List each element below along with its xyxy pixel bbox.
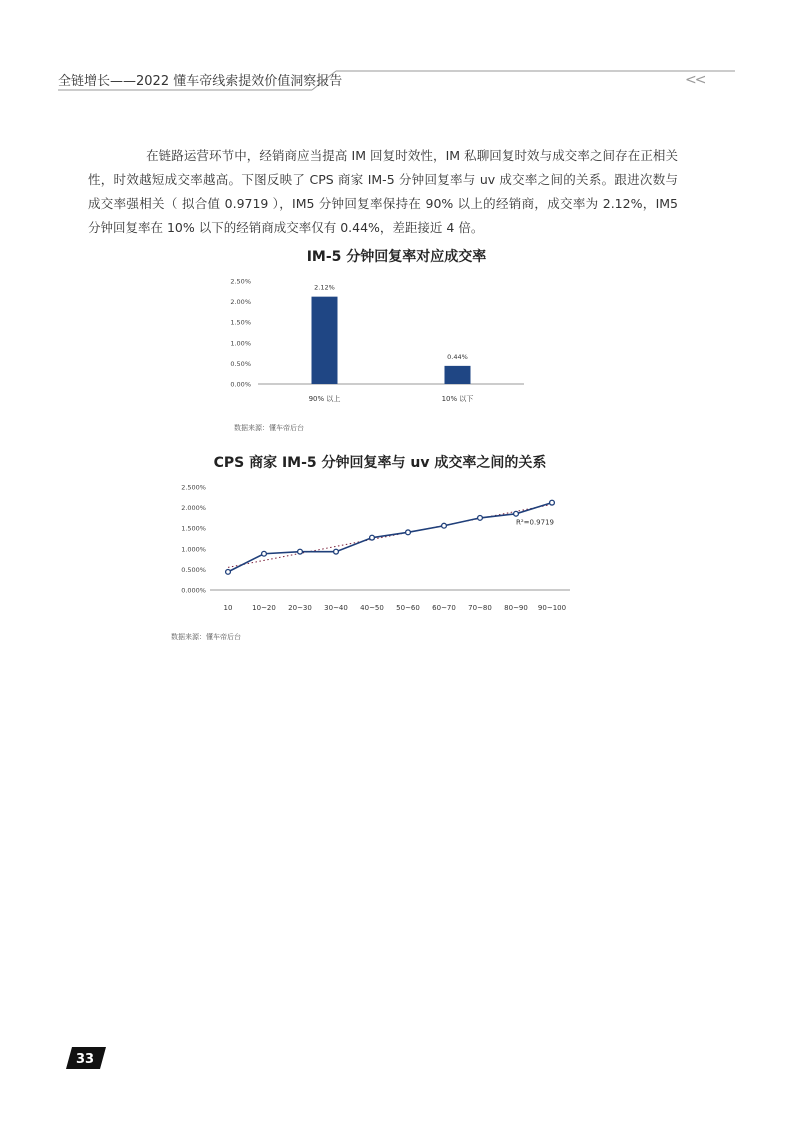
chart1-source: 数据来源：懂车帝后台 — [234, 424, 304, 432]
chart2-data-point — [406, 530, 411, 535]
chart1-y-tick-label: 1.00% — [230, 339, 251, 348]
chart2-title: CPS 商家 IM-5 分钟回复率与 uv 成交率之间的关系 — [213, 455, 547, 471]
chart2-y-tick-label: 0.000% — [181, 586, 206, 595]
chart2-y-tick-label: 1.500% — [181, 524, 206, 533]
body-paragraph — [88, 144, 678, 240]
chart2-data-point — [298, 549, 303, 554]
page-number: 33 — [75, 1052, 95, 1067]
chart2-line-chart — [0, 478, 793, 628]
body-paragraph-text: 在链路运营环节中，经销商应当提高 IM 回复时效性，IM 私聊回复时效与成交率之间存在正相关性，时效越短成交率越高。下图反映了 CPS 商家 IM-5 分钟回复率与 uv 成交率之间的关系。跟进次数与成交率强相关（ 拟合值 0.9719 ），IM5 分钟回复率保持在 90% 以上的经销商，成交率为 2.12%，IM5 分钟回复率在 10% 以下的经销商成交率仅有 0.44%，差距接近 4 倍。 — [88, 148, 678, 235]
page-header — [0, 0, 793, 100]
chart2-y-tick-label: 2.500% — [181, 483, 206, 492]
chart1-bar-chart — [0, 272, 793, 432]
chart2-x-tick-label: 30~40 — [324, 604, 348, 612]
chart1-y-tick-label: 0.00% — [230, 380, 251, 389]
chart2-x-tick-label: 70~80 — [468, 604, 492, 612]
chart2-x-tick-label: 10 — [223, 604, 233, 612]
chart2-x-tick-label: 60~70 — [432, 604, 456, 612]
chart2-x-tick-label: 90~100 — [537, 604, 567, 612]
chart2-data-point — [370, 535, 375, 540]
chart1-x-tick-label: 10% 以下 — [441, 395, 474, 403]
chart2-data-point — [478, 516, 483, 521]
chart1-bar — [445, 366, 471, 384]
chart2-data-point — [262, 551, 267, 556]
chart2-data-point — [550, 500, 555, 505]
chart2-y-tick-label: 2.000% — [181, 504, 206, 513]
chart1-title: IM-5 分钟回复率对应成交率 — [306, 249, 487, 265]
chart1-x-tick-label: 90% 以上 — [308, 395, 341, 403]
chart2-data-point — [442, 523, 447, 528]
chart2-data-point — [226, 569, 231, 574]
chart1-y-tick-label: 2.50% — [230, 277, 251, 286]
chart2-source: 数据来源：懂车帝后台 — [171, 633, 241, 641]
chart2-y-tick-label: 0.500% — [181, 565, 206, 574]
chart2-data-point — [514, 511, 519, 516]
chart2-x-tick-label: 50~60 — [396, 604, 420, 612]
chart2-y-tick-label: 1.000% — [181, 545, 206, 554]
chart2-x-tick-label: 40~50 — [360, 604, 384, 612]
chart1-bar — [312, 297, 338, 384]
chart2-series-line — [228, 503, 552, 572]
chart2-data-point — [334, 549, 339, 554]
chart1-y-tick-label: 0.50% — [230, 359, 251, 368]
chart2-r2-label: R²=0.9719 — [515, 518, 554, 527]
header-title: 全链增长——2022 懂车帝线索提效价值洞察报告 — [58, 74, 343, 89]
chart1-data-label: 0.44% — [447, 352, 468, 361]
chart2-x-tick-label: 20~30 — [288, 604, 312, 612]
chevron-left-icon: << — [685, 72, 705, 88]
chart2-trendline — [228, 504, 552, 567]
page-number-badge — [66, 1047, 106, 1073]
chart1-y-tick-label: 1.50% — [230, 318, 251, 327]
chart2-x-tick-label: 10~20 — [252, 604, 276, 612]
chart2-x-tick-label: 80~90 — [504, 604, 528, 612]
chart1-data-label: 2.12% — [314, 283, 335, 292]
chart1-y-tick-label: 2.00% — [230, 298, 251, 307]
